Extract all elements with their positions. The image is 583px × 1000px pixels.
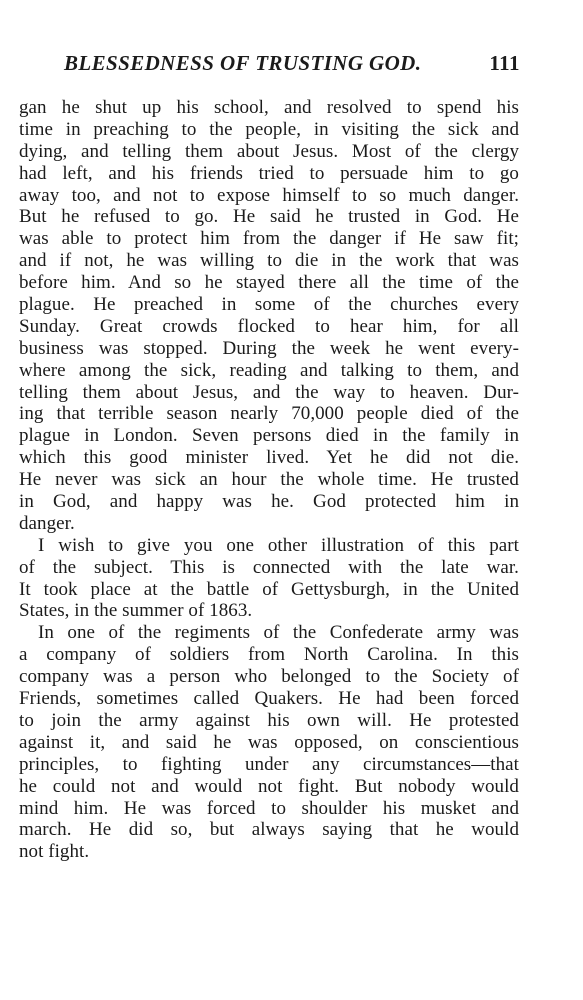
text-line: ing that terrible season nearly 70,000 people died of the (19, 403, 519, 425)
text-line: away too, and not to expose himself to so much danger. (19, 184, 519, 206)
text-line: before him. And so he stayed there all the time of the (19, 272, 519, 294)
text-line: Sunday. Great crowds flocked to hear him, for all (19, 315, 519, 337)
text-line: dying, and telling them about Jesus. Most of the clergy (19, 140, 519, 162)
text-line: He never was sick an hour the whole time. He trusted (19, 469, 519, 491)
text-line: not fight. (19, 841, 90, 863)
text-line: a company of soldiers from North Carolina. In this (19, 644, 519, 666)
text-line: gan he shut up his school, and resolved to spend his (19, 97, 519, 118)
text-line: was able to protect him from the danger if He saw fit; (19, 228, 519, 250)
text-line: which this good minister lived. Yet he did not die. (19, 447, 519, 469)
text-line: in God, and happy was he. God protected him in (19, 491, 519, 513)
page-number: 111 (489, 51, 520, 75)
text-line: march. He did so, but always saying that he would (19, 819, 519, 841)
running-head (56, 51, 526, 81)
running-title: BLESSEDNESS OF TRUSTING GOD. (64, 51, 422, 75)
body-text (19, 97, 519, 863)
text-line: time in preaching to the people, in visiting the sick and (19, 118, 519, 140)
text-line: plague in London. Seven persons died in the family in (19, 425, 519, 447)
text-line: In one of the regiments of the Confederate army was (38, 622, 519, 644)
text-line: plague. He preached in some of the churches every (19, 294, 519, 316)
text-line: principles, to fighting under any circumstances—that (19, 753, 519, 775)
text-line: States, in the summer of 1863. (19, 600, 253, 622)
text-line: company was a person who belonged to the Society of (19, 666, 519, 688)
text-line: But he refused to go. He said he trusted in God. He (19, 206, 519, 228)
text-line: he could not and would not fight. But nobody would (19, 775, 519, 797)
text-line: of the subject. This is connected with the late war. (19, 556, 519, 578)
text-line: where among the sick, reading and talking to them, and (19, 359, 519, 381)
text-line: It took place at the battle of Gettysburgh, in the United (19, 578, 519, 600)
text-line: I wish to give you one other illustration of this part (38, 534, 519, 556)
text-line: Friends, sometimes called Quakers. He had been forced (19, 688, 519, 710)
text-line: had left, and his friends tried to persuade him to go (19, 162, 519, 184)
text-line: against it, and said he was opposed, on conscientious (19, 731, 519, 753)
text-line: telling them about Jesus, and the way to heaven. Dur- (19, 381, 519, 403)
text-line: to join the army against his own will. He protested (19, 709, 519, 731)
text-line: business was stopped. During the week he went every- (19, 337, 519, 359)
text-line: danger. (19, 512, 75, 534)
text-line: and if not, he was willing to die in the work that was (19, 250, 519, 272)
text-line: mind him. He was forced to shoulder his musket and (19, 797, 519, 819)
